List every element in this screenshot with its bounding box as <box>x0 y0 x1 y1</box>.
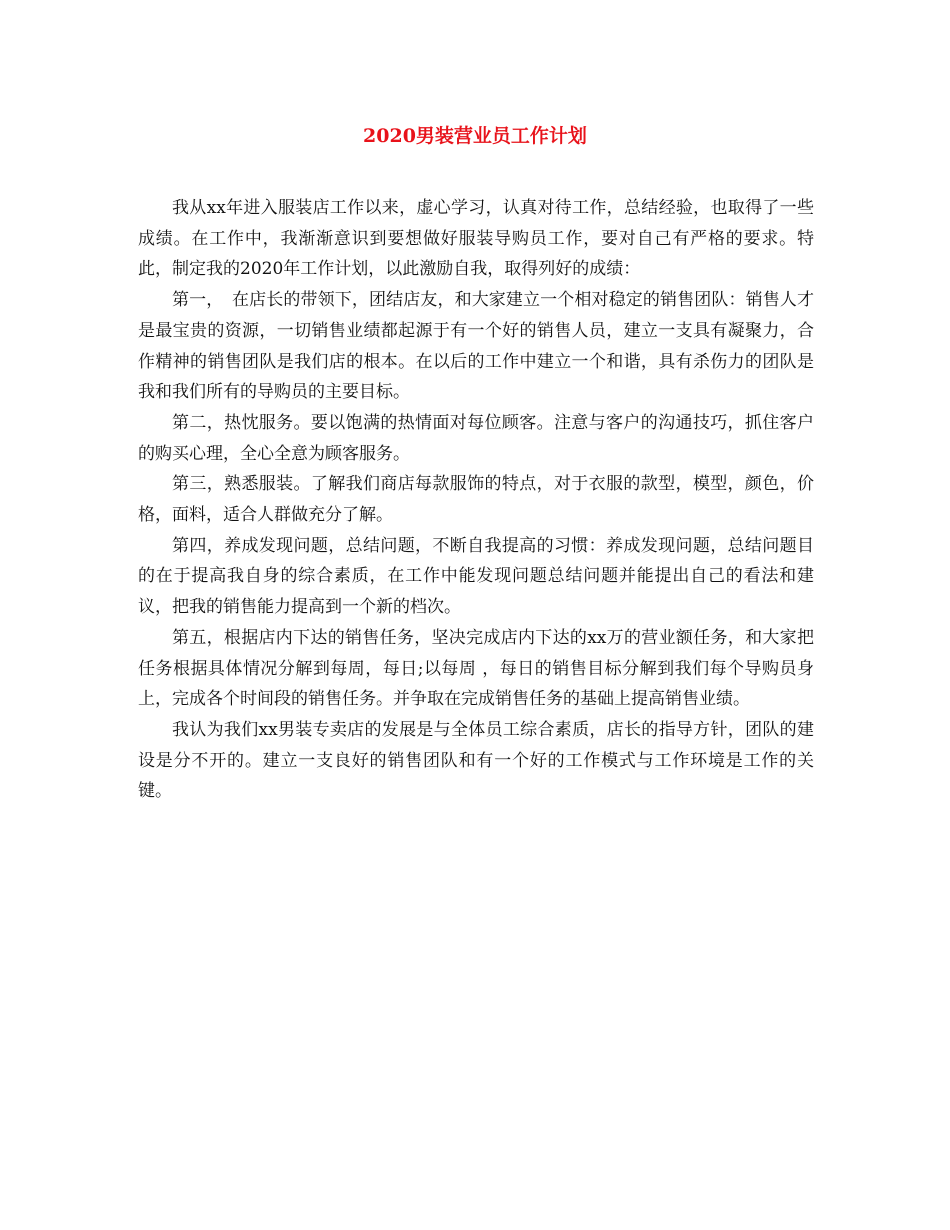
paragraph-point-1: 第一， 在店长的带领下，团结店友，和大家建立一个相对稳定的销售团队：销售人才是最宝贵的资源，一切销售业绩都起源于有一个好的销售人员，建立一支具有凝聚力，合作精神的销售团队是我们店的根本。在以后的工作中建立一个和谐，具有杀伤力的团队是我和我们所有的导购员的主要目标。 <box>138 290 814 403</box>
paragraph-conclusion: 我认为我们xx男装专卖店的发展是与全体员工综合素质，店长的指导方针，团队的建设是分不开的。建立一支良好的销售团队和有一个好的工作模式与工作环境是工作的关键。 <box>138 719 814 802</box>
paragraph-point-5: 第五，根据店内下达的销售任务，坚决完成店内下达的xx万的营业额任务，和大家把任务根据具体情况分解到每周，每日;以每周 ，每日的销售目标分解到我们每个导购员身上，完成各个时间段的销售任务。并争取在完成销售任务的基础上提高销售业绩。 <box>138 627 814 710</box>
paragraph-point-4: 第四，养成发现问题，总结问题，不断自我提高的习惯：养成发现问题，总结问题目的在于提高我自身的综合素质，在工作中能发现问题总结问题并能提出自己的看法和建议，把我的销售能力提高到一个新的档次。 <box>138 535 814 618</box>
document-body <box>138 193 814 807</box>
paragraph-intro: 我从xx年进入服装店工作以来，虚心学习，认真对待工作，总结经验，也取得了一些成绩。在工作中，我渐渐意识到要想做好服装导购员工作，要对自己有严格的要求。特此，制定我的2020年工作计划，以此激励自我，取得列好的成绩： <box>138 198 814 280</box>
paragraph-point-2: 第二，热忱服务。要以饱满的热情面对每位顾客。注意与客户的沟通技巧，抓住客户的购买心理，全心全意为顾客服务。 <box>138 412 814 464</box>
document-title: 2020男装营业员工作计划 <box>363 125 587 147</box>
paragraph-point-3: 第三，熟悉服装。了解我们商店每款服饰的特点，对于衣服的款型，模型，颜色，价格，面料，适合人群做充分了解。 <box>138 474 814 526</box>
